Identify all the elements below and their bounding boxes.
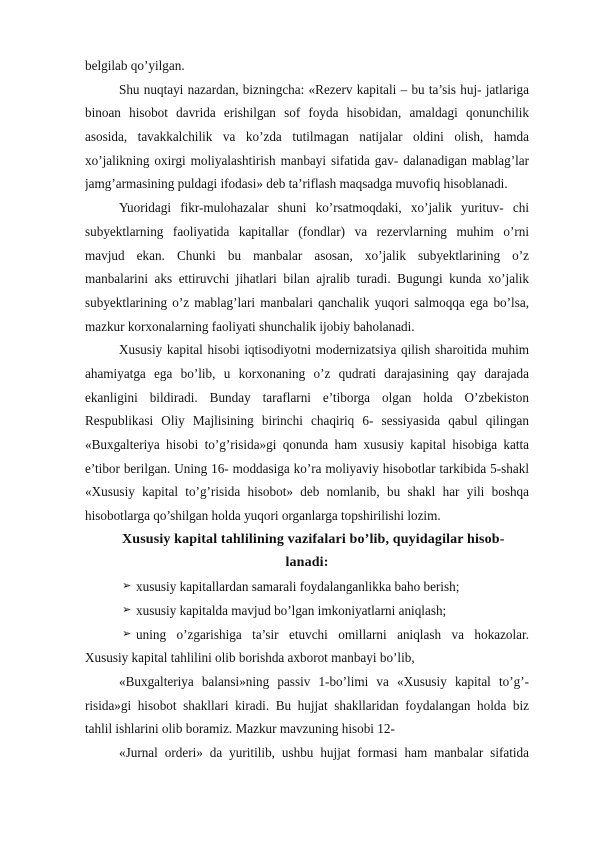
text-line: subyektlarning faoliyatida kapitallar (fondlar) va rezervlarning muhim o’rni [85,223,529,239]
text-line: risida»gi hisobot shakllari kiradi. Bu hujjat shakllaridan foydalangan holda biz [85,697,529,713]
list-item [85,623,529,647]
text-line: Shu nuqtayi nazardan, bizningcha: «Rezerv kapitali – bu ta’sis huj- jatlariga [119,81,529,97]
text-line: Yuoridagi fikr-mulohazalar shuni ko’rsatmoqdaki, xo’jalik yurituv- chi [119,200,529,216]
list-item-text: uning o’zgarishiga ta’sir etuvchi omillarni aniqlash va hokazolar. [136,626,529,642]
arrowhead-bullet-icon: ➢ [122,627,132,640]
section-heading: Xususiy kapital tahlilining vazifalari bo’lib, quyidagilar hisob- [122,531,505,547]
text-line: hisobotlarga qo’shilgan holda yuqori organlarga topshirilishi lozim. [85,508,441,524]
text-line: Xususiy kapital hisobi iqtisodiyotni modernizatsiya qilish sharoitida muhim [119,342,529,358]
text-line: ekanligini bildiradi. Bunday taraflarni e’tiborga olgan holda O’zbekiston [85,389,529,405]
text-line: Xususiy kapital tahlilini olib borishda axborot manbayi bo’lib, [85,650,415,666]
text-line: «Xususiy kapital to’g’risida hisobot» deb nomlanib, bu shakl har yili boshqa [85,484,529,500]
list-item [85,575,529,599]
text-line: «Jurnal orderi» da yuritilib, ushbu hujjat formasi ham manbalar sifatida [119,744,529,760]
text-line: «Buxgalteriya hisobi to’g’risida»gi qonunda ham xususiy kapital hisobiga katta [85,437,529,452]
document-page [85,54,529,765]
text-line: «Buxgalteriya balansi»ning passiv 1-bo’limi va «Xususiy kapital to’g’- [119,673,529,689]
text-line: subyektlarining o’z mablag’lari manbalari qanchalik yuqori salmoqqa ega bo’lsa, [85,294,529,310]
list-item-text: xususiy kapitalda mavjud bo’lgan imkoniyatlarni aniqlash; [136,602,447,618]
text-line: binoan hisobot davrida erishilgan sof foyda hisobidan, amaldagi qonunchilik [85,105,529,121]
text-line: mazkur korxonalarning faoliyati shunchalik ijobiy baholanadi. [85,318,415,334]
text-line: ahamiyatga ega bo’lib, u korxonaning o’z qudrati darajasining qay darajada [85,365,529,381]
section-heading-continuation: lanadi: [285,555,329,571]
arrowhead-bullet-icon: ➢ [122,603,132,616]
list-item-text: xususiy kapitallardan samarali foydalanganlikka baho berish; [136,579,460,595]
text-line: manbalarini aks ettiruvchi jihatlari bilan ajralib turadi. Bugungi kunda xo’jalik [85,271,529,287]
arrowhead-bullet-icon: ➢ [122,580,132,593]
text-line: jamg’armasining puldagi ifodasi» deb ta’riflash maqsadga muvofiq hisoblanadi. [85,176,508,192]
list-item [85,599,529,623]
text-line: Respublikasi Oliy Majlisining birinchi chaqiriq 6- sessiyasida qabul qilingan [85,413,529,429]
text-line: xo’jalikning oxirgi moliyalashtirish manbayi sifatida gav- dalanadigan mablag’lar [85,152,529,168]
text-line: e’tibor berilgan. Uning 16- moddasiga ko’ra moliyaviy hisobotlar tarkibida 5-shakl [85,460,529,476]
text-line: tahlil ishlarini olib boramiz. Mazkur mavzuning hisobi 12- [85,721,395,737]
text-line: belgilab qo’yilgan. [85,58,185,73]
text-line: mavjud ekan. Chunki bu manbalar asosan, xo’jalik subyektlarining o’z [85,247,529,263]
text-line: asosida, tavakkalchilik va ko’zda tutilmagan natijalar oldini olish, hamda [85,129,529,145]
